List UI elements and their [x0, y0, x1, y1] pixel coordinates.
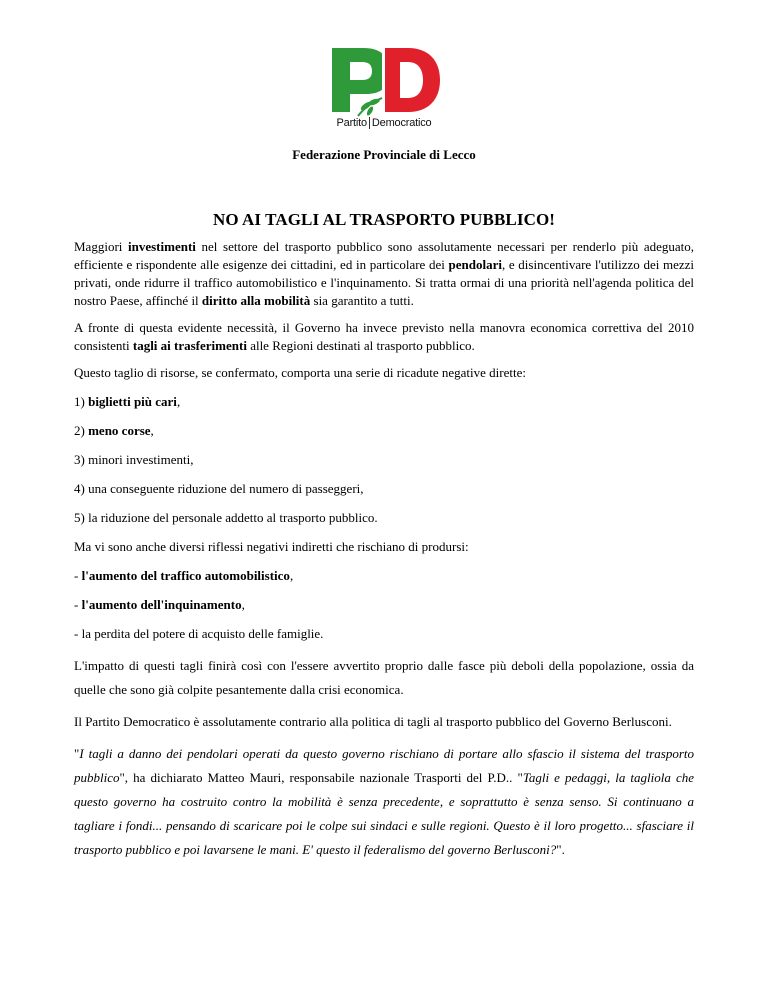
bold-text: l'aumento dell'inquinamento	[81, 597, 242, 612]
letter-p-icon	[332, 48, 390, 112]
logo-caption-right: Democratico	[371, 117, 432, 129]
text-span: "	[74, 746, 80, 761]
paragraph-1	[74, 238, 694, 310]
paragraph-5: L'impatto di questi tagli finirà così con l'essere avvertito proprio dalle fasce più deboli della popolazione, ossia da quelle che sono già colpite pesantemente dalla crisi economica.	[74, 658, 694, 697]
paragraph-2	[74, 319, 694, 355]
text-span: 2)	[74, 423, 89, 438]
list-item: - la perdita del potere di acquisto delle famiglie.	[74, 626, 324, 641]
olive-branch-icon	[358, 98, 382, 117]
pd-logo-mark	[324, 44, 444, 118]
list-item	[74, 422, 694, 440]
text-span: nel settore del trasporto pubblico sono assolutamente necessari per renderlo più adeguato, efficiente e rispondente alle esigenze dei cittadini, ed in particolare dei	[74, 239, 694, 272]
text-span: Maggiori	[74, 239, 129, 254]
bold-text: diritto alla mobilità	[201, 293, 311, 308]
text-span: , e disincentivare l'utilizzo dei mezzi privati, onde ridurre il traffico automobilistico e l'inquinamento. Si tratta ormai di una priorità nell'agenda politica del nostro Paese, affinché il	[74, 257, 695, 308]
text-span: -	[74, 568, 82, 583]
list-item	[74, 393, 694, 411]
text-span: -	[74, 597, 82, 612]
text-span: ,	[150, 423, 154, 438]
list-item: 3) minori investimenti,	[74, 452, 194, 467]
list-item: 5) la riduzione del personale addetto al trasporto pubblico.	[74, 510, 378, 525]
bold-text: l'aumento del traffico automobilistico	[81, 568, 290, 583]
bold-text: investimenti	[128, 239, 196, 254]
quote-paragraph	[74, 742, 694, 862]
list-item: 4) una conseguente riduzione del numero di passeggeri,	[74, 481, 364, 496]
logo-caption-left: Partito	[336, 117, 367, 129]
text-span: 1)	[74, 394, 89, 409]
federation-name: Federazione Provinciale di Lecco	[292, 147, 476, 162]
logo-divider	[382, 48, 385, 112]
list-item	[74, 567, 694, 585]
letter-d-icon	[384, 48, 440, 112]
bold-text: pendolari	[448, 257, 502, 272]
italic-quote: I tagli a danno dei pendolari operati da questo governo rischiano di portare allo sfascio il sistema del trasporto pubblico	[74, 746, 694, 785]
text-span: ,	[176, 394, 181, 409]
list-item	[74, 596, 694, 614]
paragraph-6: Il Partito Democratico è assolutamente contrario alla politica di tagli al trasporto pubblico del Governo Berlusconi.	[74, 714, 672, 729]
text-span: ", ha dichiarato Matteo Mauri, responsabile nazionale Trasporti del P.D.. "	[119, 770, 523, 785]
article-body	[74, 238, 694, 871]
page-title: NO AI TAGLI AL TRASPORTO PUBBLICO!	[212, 210, 556, 229]
text-span: ".	[556, 842, 565, 857]
text-span: sia garantito a tutti.	[310, 293, 414, 308]
text-span: alle Regioni destinati al trasporto pubblico.	[246, 338, 475, 353]
paragraph-4: Ma vi sono anche diversi riflessi negativi indiretti che rischiano di prodursi:	[74, 539, 469, 554]
text-span: ,	[289, 568, 294, 583]
paragraph-3: Questo taglio di risorse, se confermato, comporta una serie di ricadute negative dirette:	[74, 365, 526, 380]
logo-caption	[324, 117, 444, 129]
italic-quote: Tagli e pedaggi, la tagliola che questo governo ha costruito contro la mobilità è senza precedente, e soprattutto è senza senso. Si continuano a tagliare i fondi... pensando di scaricare poi le colpe sui sindaci e sulle regioni. Questo è il loro progetto... sfasciare il trasporto pubblico e poi lavarsene le mani. E' questo il federalismo del governo Berlusconi?	[74, 770, 694, 857]
bold-text: biglietti più cari	[88, 394, 177, 409]
bold-text: meno corse	[88, 423, 151, 438]
text-span: A fronte di questa evidente necessità, il Governo ha invece previsto nella manovra economica correttiva del 2010 consistenti	[74, 320, 694, 353]
text-span: ,	[241, 597, 245, 612]
bold-text: tagli ai trasferimenti	[132, 338, 247, 353]
